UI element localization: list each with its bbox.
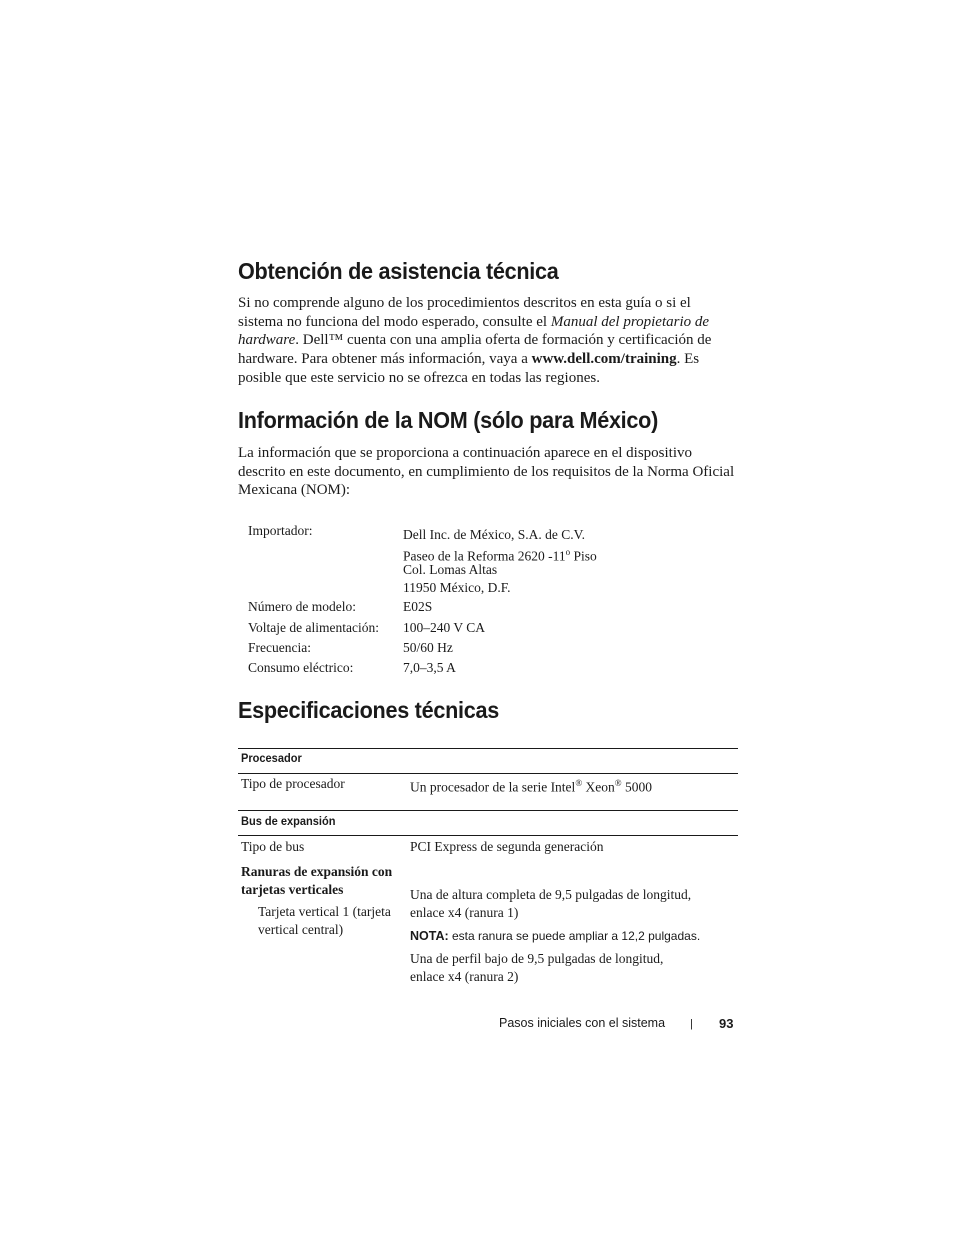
bus-type-label: Tipo de bus: [241, 839, 305, 854]
table-rule: [238, 748, 738, 749]
importer-label: Importador:: [248, 523, 313, 538]
heading-technical-assistance: Obtención de asistencia técnica: [238, 258, 559, 284]
processor-section-header: Procesador: [241, 751, 302, 765]
voltage-label: Voltaje de alimentación:: [248, 620, 379, 635]
importer-line-4: 11950 México, D.F.: [403, 579, 511, 595]
slot1-note: [410, 927, 700, 946]
slots-label-line-1: Ranuras de expansión con: [241, 864, 393, 879]
processor-text: Un procesador de la serie Intel: [410, 779, 576, 795]
model-value: E02S: [403, 599, 433, 614]
paragraph-nom: La información que se proporciona a continuación aparece en el dispositivo descrito en este documento, en cumplimiento de los requisitos de la Norma Oficial Mexicana (NOM):: [238, 445, 735, 499]
bus-section-header: Bus de expansión: [241, 814, 336, 828]
slot2-line-1: Una de perfil bajo de 9,5 pulgadas de longitud,: [410, 951, 664, 966]
paragraph-text: . Es posible que este servicio no se ofrezca en todas las regiones.: [238, 351, 700, 386]
bus-type-value: PCI Express de segunda generación: [410, 839, 604, 854]
slots-label-line-2: tarjetas verticales: [241, 881, 344, 897]
paragraph-text: . Dell™ cuenta con una amplia oferta de formación y certificación de hardware. Para obtener más información, vaya a: [238, 332, 712, 368]
slot1-value: [410, 886, 691, 921]
slot1-line-1: Una de altura completa de 9,5 pulgadas de longitud,: [410, 887, 692, 902]
current-label: Consumo eléctrico:: [248, 660, 354, 675]
page-number: 93: [719, 1016, 734, 1031]
current-value: 7,0–3,5 A: [403, 660, 456, 675]
table-rule: [238, 810, 738, 811]
registered-mark: ®: [575, 778, 583, 788]
importer-address: Paseo de la Reforma 2620 -11: [403, 548, 566, 563]
table-rule: [238, 835, 738, 836]
riser-label-line-1: Tarjeta vertical 1 (tarjeta: [258, 904, 391, 919]
table-rule: [238, 773, 738, 774]
processor-text: Xeon: [582, 779, 615, 795]
slot1-line-2: enlace x4 (ranura 1): [410, 904, 519, 920]
heading-technical-specs: Especificaciones técnicas: [238, 697, 499, 723]
importer-floor: Piso: [570, 548, 597, 563]
registered-mark: ®: [614, 778, 622, 788]
heading-nom-information: Información de la NOM (sólo para México): [238, 407, 659, 433]
slot2-line-2: enlace x4 (ranura 2): [410, 968, 519, 984]
footer-title: Pasos iniciales con el sistema: [499, 1016, 666, 1030]
footer-separator: |: [690, 1018, 693, 1030]
importer-line-3: Col. Lomas Altas: [403, 562, 498, 577]
frequency-value: 50/60 Hz: [403, 640, 453, 655]
paragraph-text: Si no comprende alguno de los procedimientos descritos en esta guía o si el sistema no funciona del modo esperado, consulte el: [238, 295, 691, 330]
note-label: NOTA:: [410, 929, 449, 943]
paragraph-technical-assistance: [238, 294, 738, 388]
riser-label-line-2: vertical central): [258, 921, 344, 937]
processor-text: 5000: [621, 779, 652, 795]
processor-type-value: [410, 775, 652, 796]
training-url: www.dell.com/training: [531, 351, 677, 368]
slot2-value: [410, 950, 663, 985]
processor-type-label: Tipo de procesador: [241, 776, 345, 791]
voltage-value: 100–240 V CA: [403, 620, 486, 635]
importer-line-1: Dell Inc. de México, S.A. de C.V.: [403, 527, 585, 542]
frequency-label: Frecuencia:: [248, 640, 311, 655]
note-text: esta ranura se puede ampliar a 12,2 pulgadas.: [448, 929, 701, 943]
slots-label: [241, 863, 392, 898]
riser-label: [258, 903, 391, 938]
model-label: Número de modelo:: [248, 599, 356, 614]
manual-title: Manual del propietario de hardware: [238, 313, 710, 349]
ordinal-sup: o: [565, 546, 571, 557]
